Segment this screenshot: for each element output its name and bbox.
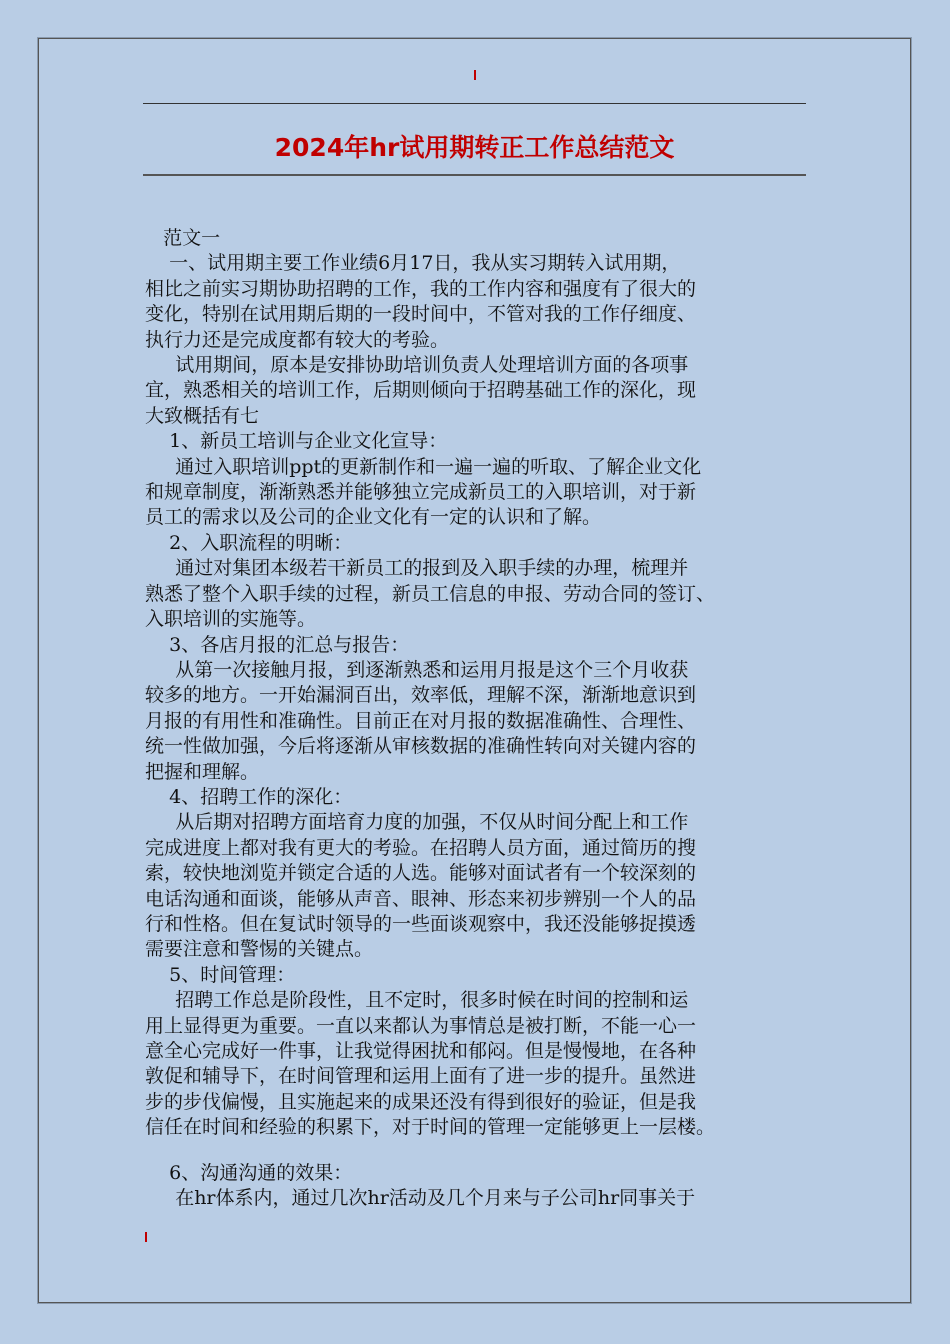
body-line: 3、各店月报的汇总与报告：	[145, 633, 410, 656]
page-marker-bottom	[145, 1232, 147, 1242]
body-line: 和规章制度，渐渐熟悉并能够独立完成新员工的入职培训，对于新	[145, 481, 697, 504]
document-body	[145, 226, 825, 1211]
body-line: 在hr体系内，通过几次hr活动及几个月来与子公司hr同事关于	[145, 1187, 696, 1210]
body-line: 电话沟通和面谈，能够从声音、眼神、形态来初步辨别一个人的品	[145, 887, 697, 910]
blank-line	[145, 1141, 825, 1161]
body-line: 4、招聘工作的深化：	[145, 785, 353, 808]
body-line: 通过入职培训ppt的更新制作和一遍一遍的听取、了解企业文化	[145, 455, 702, 478]
body-line: 需要注意和警惕的关键点。	[145, 938, 374, 961]
body-line: 大致概括有七	[145, 404, 260, 427]
body-line: 较多的地方。一开始漏洞百出，效率低，理解不深，渐渐地意识到	[145, 684, 697, 707]
body-line: 意全心完成好一件事，让我觉得困扰和郁闷。但是慢慢地，在各种	[145, 1040, 697, 1062]
body-line: 1、新员工培训与企业文化宣导：	[145, 430, 448, 453]
body-line: 敦促和辅导下，在时间管理和运用上面有了进一步的提升。虽然进	[145, 1065, 697, 1088]
body-line: 完成进度上都对我有更大的考验。在招聘人员方面，通过简历的搜	[145, 836, 697, 859]
body-line: 宜，熟悉相关的培训工作，后期则倾向于招聘基础工作的深化，现	[145, 379, 697, 402]
page-marker-top	[474, 70, 476, 80]
body-line: 行和性格。但在复试时领导的一些面谈观察中，我还没能够捉摸透	[145, 912, 697, 935]
body-line: 员工的需求以及公司的企业文化有一定的认识和了解。	[145, 506, 602, 529]
body-line: 入职培训的实施等。	[145, 608, 317, 631]
body-line: 2、入职流程的明晰：	[145, 531, 353, 554]
body-line: 范文一	[145, 227, 221, 249]
body-line: 变化，特别在试用期后期的一段时间中，不管对我的工作仔细度、	[145, 303, 697, 326]
body-line: 执行力还是完成度都有较大的考验。	[145, 328, 450, 351]
body-line: 6、沟通沟通的效果：	[145, 1161, 353, 1184]
body-line: 索，较快地浏览并锁定合适的人选。能够对面试者有一个较深刻的	[145, 862, 697, 885]
body-line: 5、时间管理：	[145, 963, 296, 986]
body-line: 招聘工作总是阶段性，且不定时，很多时候在时间的控制和运	[145, 989, 689, 1012]
body-line: 步的步伐偏慢，且实施起来的成果还没有得到很好的验证，但是我	[145, 1090, 697, 1113]
body-line: 通过对集团本级若干新员工的报到及入职手续的办理，梳理并	[145, 557, 689, 580]
body-line: 熟悉了整个入职手续的过程，新员工信息的申报、劳动合同的签订、	[145, 582, 716, 605]
body-line: 统一性做加强，今后将逐渐从审核数据的准确性转向对关键内容的	[145, 735, 697, 758]
header-rule	[143, 103, 806, 104]
body-line: 月报的有用性和准确性。目前正在对月报的数据准确性、合理性、	[145, 709, 697, 732]
body-line: 试用期间，原本是安排协助培训负责人处理培训方面的各项事	[145, 354, 689, 377]
body-line: 信任在时间和经验的积累下，对于时间的管理一定能够更上一层楼。	[145, 1116, 716, 1139]
body-line: 用上显得更为重要。一直以来都认为事情总是被打断，不能一心一	[145, 1014, 697, 1037]
body-line: 一、试用期主要工作业绩6月17日，我从实习期转入试用期，	[145, 252, 681, 275]
body-line: 把握和理解。	[145, 760, 260, 783]
body-line: 相比之前实习期协助招聘的工作，我的工作内容和强度有了很大的	[145, 277, 697, 300]
body-line: 从后期对招聘方面培育力度的加强，不仅从时间分配上和工作	[145, 811, 689, 834]
body-line: 从第一次接触月报，到逐渐熟悉和运用月报是这个三个月收获	[145, 658, 689, 681]
document-title: 2024年hr试用期转正工作总结范文	[274, 133, 675, 162]
title-rule	[143, 174, 806, 176]
